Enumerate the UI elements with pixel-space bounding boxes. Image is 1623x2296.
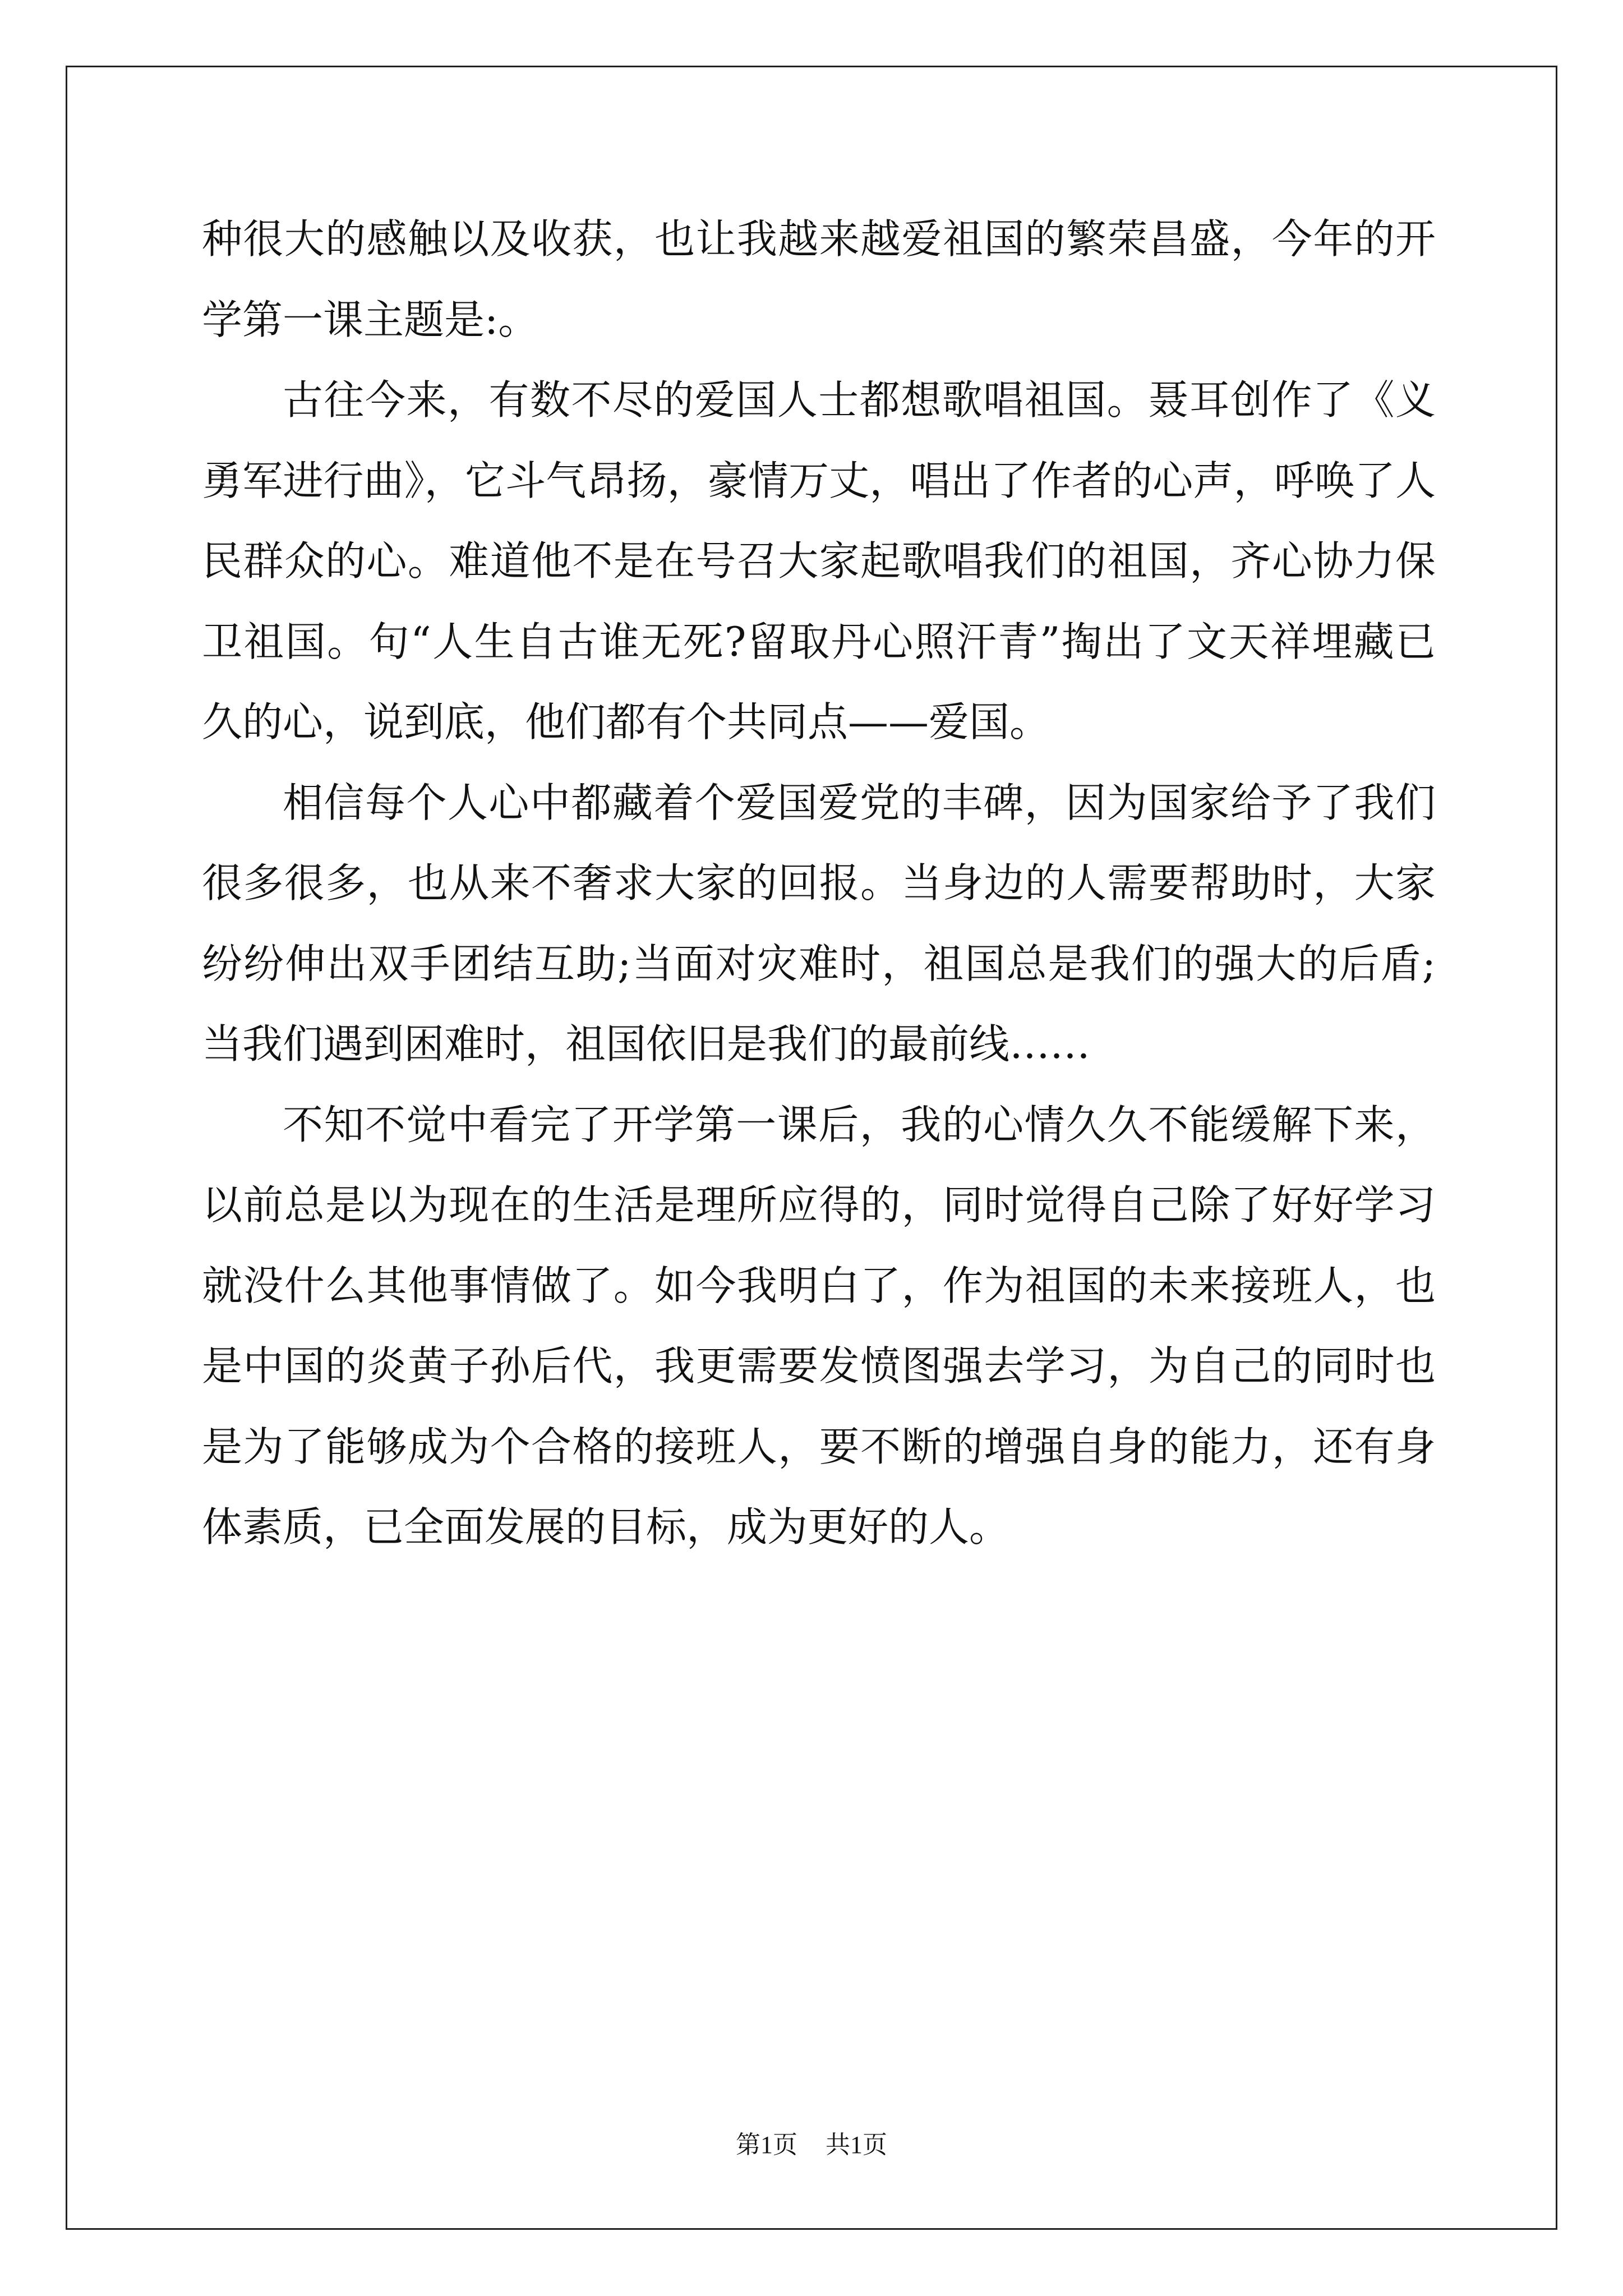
document-body bbox=[202, 199, 1436, 1568]
paragraph-2: 古往今来，有数不尽的爱国人士都想歌唱祖国。聂耳创作了《义勇军进行曲》，它斗气昂扬，豪情万丈，唱出了作者的心声，呼唤了人民群众的心。难道他不是在号召大家起歌唱我们的祖国，齐心协力保卫祖国。句“人生自古谁无死?留取丹心照汗青”掏出了文天祥埋藏已久的心，说到底，他们都有个共同点——爱国。 bbox=[202, 376, 1436, 746]
paragraph-4: 不知不觉中看完了开学第一课后，我的心情久久不能缓解下来，以前总是以为现在的生活是理所应得的，同时觉得自己除了好好学习就没什么其他事情做了。如今我明白了，作为祖国的未来接班人，也是中国的炎黄子孙后代，我更需要发愤图强去学习，为自己的同时也是为了能够成为个合格的接班人，要不断的增强自身的能力，还有身体素质，已全面发展的目标，成为更好的人。 bbox=[202, 1101, 1436, 1550]
paragraph-3: 相信每个人心中都藏着个爱国爱党的丰碑，因为国家给予了我们很多很多，也从来不奢求大家的回报。当身边的人需要帮助时，大家纷纷伸出双手团结互助;当面对灾难时，祖国总是我们的强大的后盾;当我们遇到困难时，祖国依旧是我们的最前线…… bbox=[202, 779, 1436, 1068]
page-number: 第1页 bbox=[736, 2131, 797, 2159]
paragraph-1: 种很大的感触以及收获，也让我越来越爱祖国的繁荣昌盛，今年的开学第一课主题是:。 bbox=[202, 215, 1436, 343]
page-total: 共1页 bbox=[826, 2131, 887, 2159]
page-footer bbox=[0, 2129, 1623, 2161]
